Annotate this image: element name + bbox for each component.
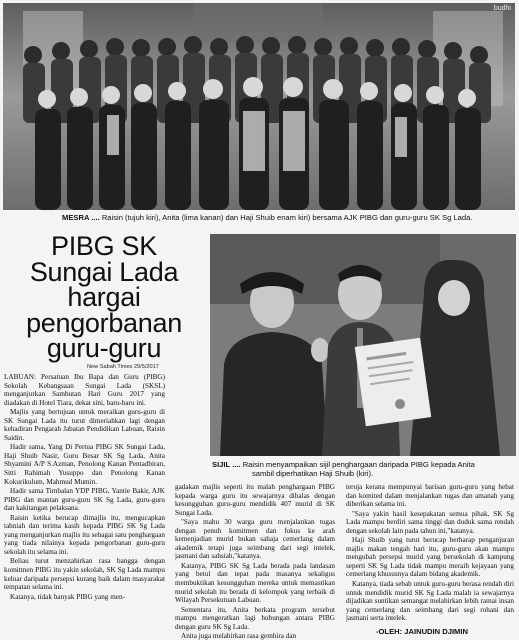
- col1-paragraph-3: Hadir sama, Yang Di Pertua PIBG SK Sungai Lada, Haji Shuib Nasir, Guru Besar SK Sg Lada, Anita Shyamini A/P S.Azman, Penolong Kanan Pentadbiran, Sitti Rahimah Yusuppo dan Penolong Kanan Kokurikulum, Mahmud Mumin.: [4, 443, 165, 486]
- col1-paragraph-2: Majlis yang bertujuan untuk meraikan guru-guru di SK Sungai Lada itu turut dimeriahkan lagi dengan kehadiran Pengarah Jabatan Pendidikan Labuan, Raisin Saidin.: [4, 408, 165, 442]
- article-column-3: [346, 483, 514, 626]
- certificate-photo: [210, 234, 516, 456]
- col3-paragraph-1: teruja kerana mempunyai barisan guru-guru yang hebat dan komited dalam menjalankan tugas dan amanah yang diberikan selama ini.: [346, 483, 514, 509]
- right-caption-lead: SIJIL ....: [212, 460, 241, 469]
- col3-paragraph-2: "Saya yakin hasil kesepakatan semua pihak, SK Sg Lada mampu berdiri sama tinggi dan duduk sama rendah dengan sekolah lain pada tahun ini,"katanya.: [346, 509, 514, 535]
- top-photo-caption: [62, 213, 512, 222]
- col1-paragraph-4: Hadir sama Timbalan YDP PIBG, Yantie Bakir, AJK PIBG dan mantan guru-guru SK Sg Lada, guru-guru dan kakitangan pelaksana.: [4, 487, 165, 513]
- top-caption-text: Raisin (tujuh kiri), Anita (lima kanan) dan Haji Shuib enam kiri) bersama AJK PIBG dan guru-guru SK Sg Lada.: [101, 213, 473, 222]
- top-caption-lead: MESRA ....: [62, 213, 100, 222]
- col1-paragraph-5: Raisin ketika berucap dimajlis itu, mengucapkan tahniah dan terima kasih kepada PIBG SK Sg Lada yang menganjurkan majlis itu sebagai satu penghargaan yang tiada nilainya kepada pengorbanan guru-guru sekolah itu selama ini.: [4, 513, 165, 556]
- article-column-2: [175, 483, 335, 640]
- article-column-1: [4, 373, 165, 640]
- headline-line-4: pengorbanan: [26, 307, 182, 338]
- col3-paragraph-4: Katanya, tiada sebab untuk guru-guru berasa rendah diri untuk mendidik murid SK Sg Lada malah ia sewajarnya dijadikan suntikan semangat melahirkan lebih ramai insan yang cemerlang dan seimbang dari segi rohani dan jasmani serta intelek.: [346, 580, 514, 623]
- col2-paragraph-1: gadakan majlis seperti itu malah penghargaan PIBG kepada warga guru itu sewajarnya dibalas dengan kesungguhan guru-guru mendidik 407 murid di SK Sungai Lada.: [175, 483, 335, 517]
- headline-line-2: Sungai Lada: [29, 256, 179, 287]
- col2-paragraph-4: Sementara itu, Anita berkata program tersebut mampu mengeratkan lagi hubungan antara PIBG dengan guru SK Sg Lada.: [175, 605, 335, 631]
- right-caption-line-1: [212, 460, 516, 469]
- headline: [4, 231, 204, 363]
- byline: -OLEH: JAINUDIN DJIMIN: [376, 627, 468, 636]
- headline-line-1: PIBG SK: [51, 231, 157, 261]
- certificate-photo-caption: [212, 460, 516, 478]
- headline-line-3: hargai: [67, 282, 141, 312]
- col1-paragraph-7: Katanya, tidak banyak PIBG yang men-: [10, 592, 125, 601]
- col3-paragraph-3: Haji Shuib yang turut berucap berharap penganjuran majlis makan tengah hari itu, guru-guru akan mampu mengubah persepsi murid yang bersekolah di kampung seperti SK Sg Lada tidak mampu meraih kejayaan yang cemerlang khususnya dalam bidang akademik.: [346, 536, 514, 579]
- col1-paragraph-1: LABUAN: Persatuan Ibu Bapa dan Guru (PIBG) Sekolah Kebangsaan Sungai Lada (SKSL) menganjurkan Sambutan Hari Guru 2017 yang diadakan di Hotel Tiara, dekat sini, baru-baru ini.: [4, 373, 165, 407]
- photo-credit: budhi: [493, 5, 511, 12]
- col2-paragraph-5: Anita juga melahirkan rasa gembira dan: [181, 632, 297, 640]
- group-photo-image: [3, 3, 515, 210]
- col1-paragraph-6: Beliau turut menzahirkan rasa bangga dengan komitmen PIBG itu yakin sekolah, SK Sg Lada mampu keluar daripada persepsi kurang baik dalam masyarakat tempatan selama ini.: [4, 557, 165, 592]
- certificate-photo-image: [210, 234, 516, 456]
- right-caption-text-2: sambil diperhatikan Haji Shuib (kiri).: [252, 469, 374, 478]
- col2-paragraph-2: "Saya mahu 30 warga guru menjalankan tugas dengan penuh komitmen dan fokus ke arah kemenjadian murid bukan sahaja cemerlang dalam akademik tetapi juga seimbang dari segi intelek, jasmani dan sahsiah,"katanya.: [175, 518, 335, 561]
- group-photo: [3, 3, 515, 210]
- col2-paragraph-3: Katanya, PIBG SK Sg Lada berada pada landasan yang betul dan tepat pada masanya sekaligus membuktikan kesungguhan mereka untuk memastikan murid sekolah itu berada di kelompok yang terbaik di Wilayah Persekutuan Labuan.: [175, 561, 335, 605]
- source-note: New Sabah Times 29/5/2017: [87, 364, 159, 370]
- right-caption-text-1: Raisin menyampaikan sijil penghargaan daripada PIBG kepada Anita: [242, 460, 475, 469]
- headline-line-5: guru-guru: [46, 333, 162, 363]
